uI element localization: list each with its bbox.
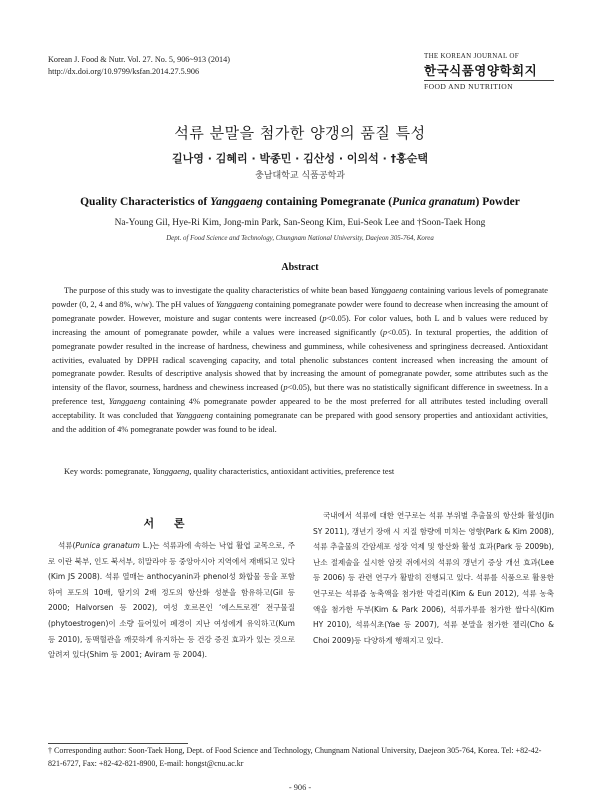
korean-affiliation: 충남대학교 식품공학과 (255, 171, 345, 181)
korean-title: 석류 분말을 첨가한 양갱의 품질 특성 (174, 124, 426, 142)
abstract-italic: p (382, 327, 388, 337)
abstract-body (52, 284, 548, 437)
logo-line-2: 한국식품영양학회지 (424, 63, 538, 78)
abstract-italic: p (283, 383, 288, 393)
title-italic: Yanggaeng (210, 196, 263, 208)
abstract-text: containing pomegranate can be prepared with good sensory properties and antioxidant activities, and the addition of 4% pomegranate powder was found to be ideal. (52, 411, 549, 435)
abstract-text: containing various levels of pomegranate powder (0, 2, 4 and 8%, w/w). The pH values of (52, 286, 548, 309)
abstract-italic: Yanggaeng (216, 299, 253, 309)
intro-lead: 석류( (58, 541, 76, 550)
abstract-italic: Yanggaeng (370, 286, 408, 295)
title-italic: Punica granatum (392, 196, 476, 208)
intro-text: L.)는 석류과에 속하는 낙엽 활엽 교목으로, 주로 이란 북부, 인도 북서부, 히말라야 등 중앙아시아 지역에서 재배되고 있다(Kim JS 2008). 석류 열매는 anthocyanin과 phenol성 화합물 등을 포함하여 포도의 10배, 딸기의 2배 정도의 항산화 성분을 함유하고(Gil 등 2000; Halvorsen 등 2002), 여성 호르몬인 ‘에스트로겐’ 전구물질(phytoestrogen)이 소량 들어있어 폐경이 지난 여성에게 유익하고(Kum 등 2010), 동맥혈관을 깨끗하게 유지하는 등 건강 증진 효과가 있는 것으로 알려져 있다(Shim 등 2001; Aviram 등 2004). (48, 541, 295, 660)
section-heading-introduction: 서 론 (143, 517, 193, 530)
title-part: Quality Characteristics of (80, 196, 211, 208)
abstract-text: <0.05). For color values, both L and b values were reduced by increasing the amount of pomegranate powder, while a values were increased significantly ( (52, 313, 548, 337)
abstract-italic: p (322, 313, 327, 323)
introduction-left-column (48, 538, 295, 663)
title-part: containing Pomegranate ( (262, 196, 393, 208)
english-affiliation: Dept. of Food Science and Technology, Chungnam National University, Daejeon 305-764, Korea (166, 235, 434, 242)
abstract-text: <0.05). In textural properties, the addition of pomegranate powder resulted in the increase of hardness, chewiness and gumminess, while cohesiveness and springiness decreased. Antioxidant activities, evaluated by DPPH radical scavenging capacity, and total phenolic substances content increased when increasing the amount of pomegranate powder. Results of descriptive analysis showed that by increasing the amount of pomegranate powder, some attributes such as the intensity of the flavor, sourness, hardness and chewiness increased ( (52, 327, 548, 393)
journal-citation (48, 54, 230, 77)
keywords-prefix: Key words: pomegranate, (64, 467, 153, 476)
abstract-text: containing 4% pomegranate powder appeared to be the most preferred for all attributes tested including overall acceptability. It was concluded that (52, 397, 548, 421)
corresponding-author-footnote: † Corresponding author: Soon-Taek Hong, Dept. of Food Science and Technology, Chungnam National University, Daejeon 305-764, Korea. Tel: +82-42-821-6727, Fax: +82-42-821-8900, E-mail: hongst@cnu.ac.kr (48, 746, 542, 768)
abstract-text: containing pomegranate powder were found to decrease when increasing the amount of pomegranate powder. However, moisture and sugar contents were increased ( (52, 299, 548, 323)
korean-authors: 길나영 · 김혜리 · 박종민 · 김산성 · 이의석 · †홍순택 (172, 152, 428, 165)
keywords-italic: Yanggaeng (152, 467, 190, 476)
abstract-italic: Yanggaeng (175, 411, 213, 421)
keywords (52, 467, 548, 476)
introduction-right-column: 국내에서 석류에 대한 연구로는 석류 부위별 추출물의 항산화 활성(Jin SY 2011), 갱년기 장애 시 지질 함량에 미치는 영향(Park & Kim 2008), 석류 추출물의 간암세포 성장 억제 및 항산화 활성 효과(Park 등 2009b), 난소 절제술을 실시한 암컷 쥐에서의 석류의 갱년기 증상 개선 효과(Lee 등 2006) 등 관련 연구가 활발히 진행되고 있다. 석류를 식품으로 활용한 연구로는 석류즙 농축액을 첨가한 막걸리(Kim & Eun 2012), 석류 농축액을 첨가한 두부(Kim & Park 2006), 석류가루를 첨가한 쌀다식(Kim HY 2010), 석류식초(Yae 등 2007), 석류 분말을 첨가한 젤리(Cho & Choi 2009)등 다양하게 행해지고 있다. (313, 511, 554, 645)
title-part: ) Powder (475, 196, 520, 208)
keywords-suffix: , quality characteristics, antioxidant activities, preference test (189, 467, 395, 476)
abstract-italic: Yanggaeng (108, 397, 146, 407)
abstract-heading: Abstract (281, 262, 319, 273)
logo-line-1: THE KOREAN JOURNAL OF (424, 52, 519, 60)
logo-line-3: FOOD AND NUTRITION (424, 80, 554, 91)
footnote-divider (48, 743, 188, 744)
abstract-text: The purpose of this study was to investigate the quality characteristics of white bean based (64, 286, 371, 295)
intro-italic: Punica granatum (75, 541, 140, 550)
journal-logo (424, 52, 554, 91)
doi-link[interactable]: http://dx.doi.org/10.9799/ksfan.2014.27.5.906 (48, 66, 200, 76)
english-title (0, 196, 600, 208)
english-authors: Na-Young Gil, Hye-Ri Kim, Jong-min Park, San-Seong Kim, Eui-Seok Lee and †Soon-Taek Hong (114, 218, 486, 228)
abstract-text: <0.05), but there was no statistically significant difference in sweetness. In a preference test, (52, 383, 548, 407)
citation-text: Korean J. Food & Nutr. Vol. 27. No. 5, 906~913 (2014) (48, 55, 230, 64)
page-number: - 906 - (288, 783, 312, 792)
